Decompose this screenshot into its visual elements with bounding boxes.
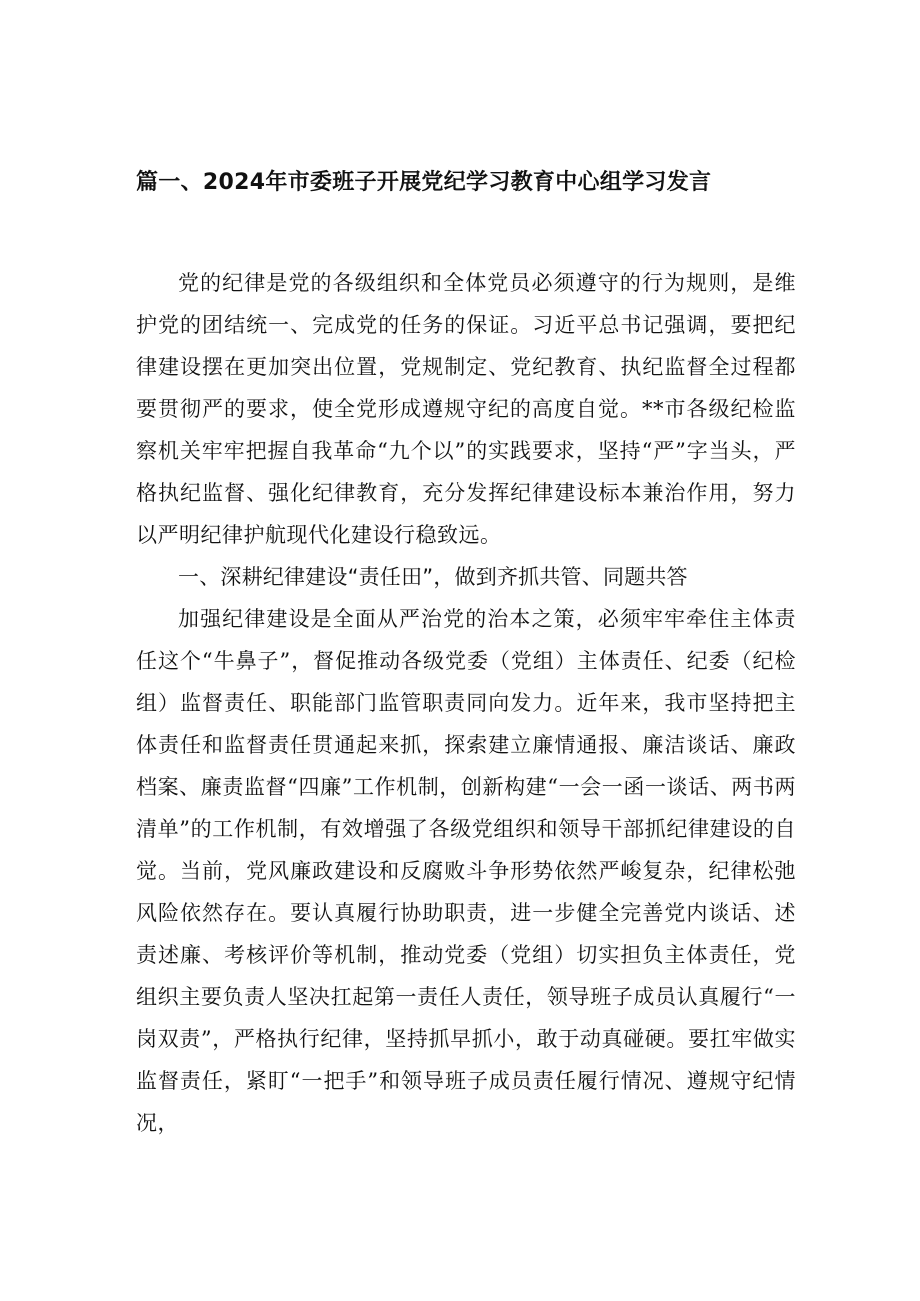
document-title: 篇一、2024年市委班子开展党纪学习教育中心组学习发言 bbox=[136, 170, 712, 195]
section-heading: 一、深耕纪律建设“责任田”，做到齐抓共管、同题共答 bbox=[178, 565, 688, 589]
document-body bbox=[136, 262, 796, 1144]
section-paragraph: 加强纪律建设是全面从严治党的治本之策，必须牢牢牵住主体责任这个“牛鼻子”，督促推动各级党委（党组）主体责任、纪委（纪检组）监督责任、职能部门监管职责同向发力。近年来，我市坚持把主体责任和监督责任贯通起来抓，探索建立廉情通报、廉洁谈话、廉政档案、廉责监督“四廉”工作机制，创新构建“一会一函一谈话、两书两清单”的工作机制，有效增强了各级党组织和领导干部抓纪律建设的自觉。当前，党风廉政建设和反腐败斗争形势依然严峻复杂，纪律松弛风险依然存在。要认真履行协助职责，进一步健全完善党内谈话、述责述廉、考核评价等机制，推动党委（党组）切实担负主体责任，党组织主要负责人坚决扛起第一责任人责任，领导班子成员认真履行“一岗双责”，严格执行纪律，坚持抓早抓小，敢于动真碰硬。要扛牢做实监督责任，紧盯“一把手”和领导班子成员责任履行情况、遵规守纪情况， bbox=[136, 607, 796, 1135]
intro-paragraph: 党的纪律是党的各级组织和全体党员必须遵守的行为规则，是维护党的团结统一、完成党的任务的保证。习近平总书记强调，要把纪律建设摆在更加突出位置，党规制定、党纪教育、执纪监督全过程都要贯彻严的要求，使全党形成遵规守纪的高度自觉。**市各级纪检监察机关牢牢把握自我革命“九个以”的实践要求，坚持“严”字当头，严格执纪监督、强化纪律教育，充分发挥纪律建设标本兼治作用，努力以严明纪律护航现代化建设行稳致远。 bbox=[136, 271, 796, 547]
